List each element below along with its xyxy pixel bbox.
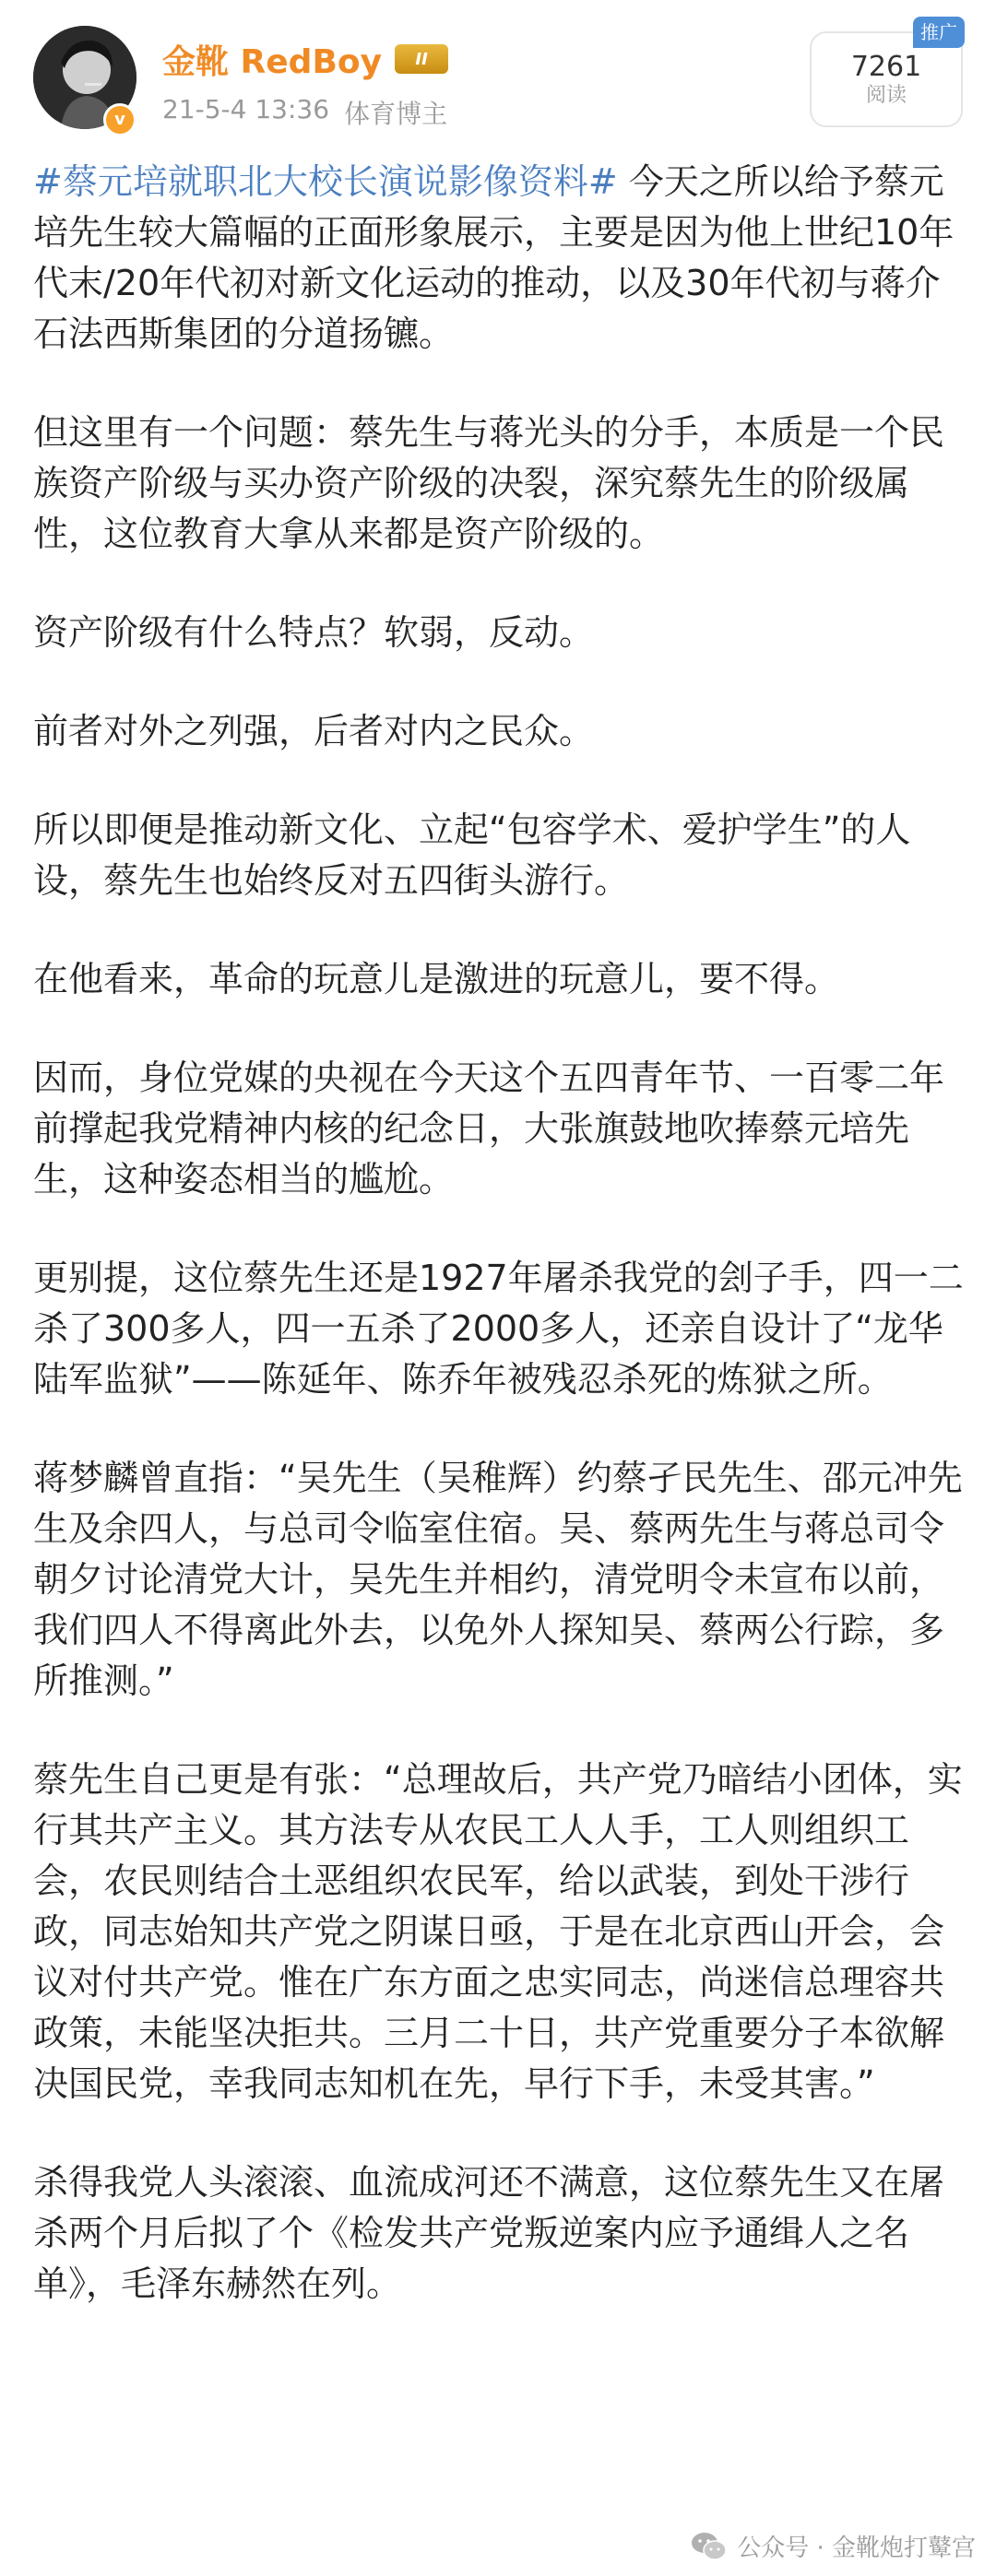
paragraph: 杀得我党人头滚滚、血流成河还不满意，这位蔡先生又在屠杀两个月后拟了个《检发共产党叛逆案内应予通缉人之名单》，毛泽东赫然在列。: [33, 2162, 945, 2304]
paragraph: [33, 157, 965, 360]
author-row: [162, 37, 448, 81]
paragraph: 更别提，这位蔡先生还是1927年屠杀我党的刽子手，四一二杀了300多人，四一五杀了2000多人，还亲自设计了“龙华陆军监狱”——陈延年、陈乔年被残忍杀死的炼狱之所。: [33, 1258, 964, 1400]
read-count: 7261: [850, 51, 922, 83]
paragraph: 前者对外之列强，后者对内之民众。: [33, 711, 595, 751]
author-name[interactable]: 金靴 RedBoy: [162, 42, 383, 81]
paragraph: 蔡先生自己更是有张：“总理故后，共产党乃暗结小团体，实行其共产主义。其方法专从农民工人人手，工人则组织工会，农民则结合土恶组织农民军，给以武装，到处干涉行政，同志始知共产党之阴谋日亟，于是在北京西山开会，会议对付共产党。惟在广东方面之忠实同志，尚迷信总理容共政策，未能坚决拒共。三月二十日，共产党重要分子本欲解决国民党，幸我同志知机在先，早行下手，未受其害。”: [33, 1759, 963, 2104]
read-label: 阅读: [865, 84, 907, 107]
read-count-box: [810, 21, 963, 127]
post-meta: [162, 94, 447, 131]
post-date: 21-5-4 13:36: [162, 94, 330, 124]
verified-badge-icon: v: [103, 103, 136, 136]
paragraph: 但这里有一个问题：蔡先生与蒋光头的分手，本质是一个民族资产阶级与买办资产阶级的决裂，深究蔡先生的阶级属性，这位教育大拿从来都是资产阶级的。: [33, 412, 945, 554]
watermark-text: 公众号 · 金靴炮打鼙宫: [737, 2535, 976, 2562]
level-badge-icon[interactable]: II: [395, 44, 448, 74]
paragraph: 在他看来，革命的玩意儿是激进的玩意儿，要不得。: [33, 959, 840, 999]
paragraph: 所以即便是推动新文化、立起“包容学术、爱护学生”的人设，蔡先生也始终反对五四街头游行。: [33, 809, 911, 901]
post-header: [33, 21, 963, 155]
promote-tag[interactable]: 推广: [913, 17, 965, 48]
paragraph-text: 今天之所以给予蔡元培先生较大篇幅的正面形象展示，主要是因为他上世纪10年代末/20年代初对新文化运动的推动，以及30年代初与蒋介石法西斯集团的分道扬镳。: [33, 161, 954, 354]
hashtag-link[interactable]: #蔡元培就职北大校长演说影像资料#: [33, 161, 618, 202]
paragraph: 蒋梦麟曾直指：“吴先生（吴稚辉）约蔡孑民先生、邵元冲先生及余四人，与总司令临室住宿。吴、蔡两先生与蒋总司令朝夕讨论清党大计，吴先生并相约，清党明令未宣布以前，我们四人不得离此外去，以免外人探知吴、蔡两公行踪，多所推测。”: [33, 1458, 963, 1701]
paragraph: 资产阶级有什么特点？软弱，反动。: [33, 612, 595, 653]
watermark: [691, 2529, 976, 2563]
post-body: [33, 157, 965, 2357]
wechat-icon: [691, 2531, 728, 2562]
author-category: 体育博主: [344, 99, 448, 129]
paragraph: 因而，身位党媒的央视在今天这个五四青年节、一百零二年前撑起我党精神内核的纪念日，大张旗鼓地吹捧蔡元培先生，这种姿态相当的尴尬。: [33, 1058, 945, 1199]
